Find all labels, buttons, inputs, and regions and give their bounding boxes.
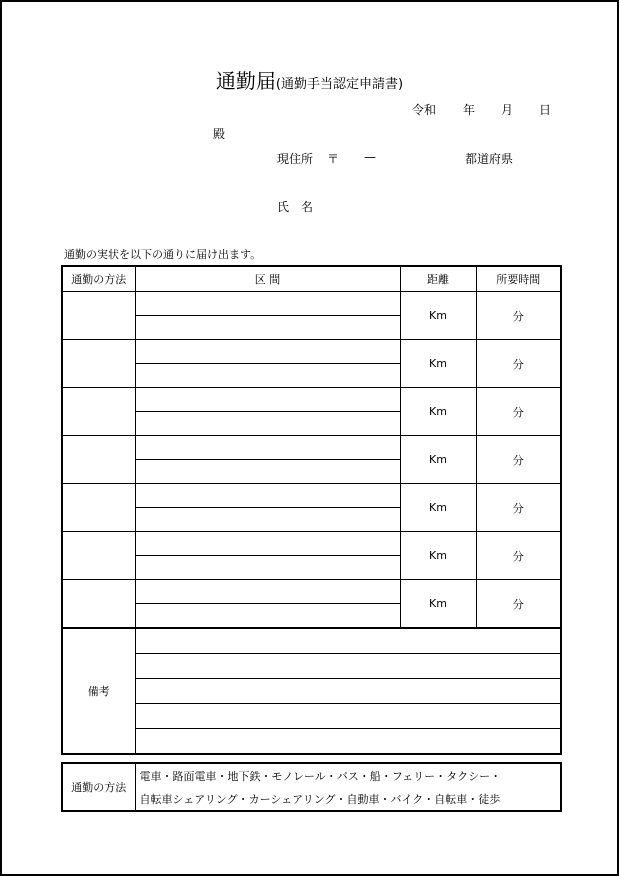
time-unit: 分 (512, 501, 524, 515)
date-month: 月 (501, 103, 514, 117)
method-cell[interactable] (62, 292, 135, 340)
distance-unit: Km (429, 549, 447, 562)
postal-mark: 〒 (327, 152, 340, 166)
intro-text: 通勤の実状を以下の通りに届け出ます。 (64, 248, 262, 261)
method-cell[interactable] (62, 532, 135, 580)
section-to-line[interactable] (136, 508, 400, 531)
distance-cell[interactable] (400, 532, 476, 580)
section-from-line[interactable] (136, 436, 400, 460)
header-method: 通勤の方法 (62, 266, 135, 292)
section-to-line[interactable] (136, 460, 400, 483)
header-distance: 距離 (400, 266, 476, 292)
time-cell[interactable] (476, 292, 561, 340)
prefecture-label: 都道府県 (465, 152, 514, 166)
remarks-line[interactable] (136, 679, 561, 704)
time-unit: 分 (512, 597, 524, 611)
table-row (62, 532, 561, 580)
header-time: 所要時間 (476, 266, 561, 292)
section-cell (135, 340, 400, 388)
time-cell[interactable] (476, 580, 561, 629)
method-cell[interactable] (62, 484, 135, 532)
section-from-line[interactable] (136, 580, 400, 604)
time-cell[interactable] (476, 532, 561, 580)
section-from-line[interactable] (136, 340, 400, 364)
legend-line-2: 自転車シェアリング・カーシェアリング・自動車・バイク・自転車・徒歩 (135, 787, 561, 811)
distance-cell[interactable] (400, 292, 476, 340)
table-row (62, 436, 561, 484)
distance-cell[interactable] (400, 484, 476, 532)
addressee-suffix: 殿 (213, 127, 226, 141)
section-cell (135, 436, 400, 484)
distance-unit: Km (429, 309, 447, 322)
table-row (62, 292, 561, 340)
commute-method-legend (61, 762, 562, 812)
table-row (62, 340, 561, 388)
time-unit: 分 (512, 357, 524, 371)
section-from-line[interactable] (136, 532, 400, 556)
section-to-line[interactable] (136, 412, 400, 435)
method-cell[interactable] (62, 388, 135, 436)
remarks-line[interactable] (136, 654, 561, 679)
header-section: 区 間 (135, 266, 400, 292)
time-cell[interactable] (476, 388, 561, 436)
commute-table (61, 265, 562, 755)
time-unit: 分 (512, 309, 524, 323)
postal-dash: — (364, 150, 376, 164)
distance-unit: Km (429, 405, 447, 418)
time-unit: 分 (512, 453, 524, 467)
section-to-line[interactable] (136, 364, 400, 387)
section-cell (135, 532, 400, 580)
distance-cell[interactable] (400, 388, 476, 436)
method-cell[interactable] (62, 340, 135, 388)
time-cell[interactable] (476, 484, 561, 532)
section-from-line[interactable] (136, 292, 400, 316)
distance-unit: Km (429, 357, 447, 370)
form-title (2, 65, 617, 94)
section-to-line[interactable] (136, 556, 400, 579)
time-unit: 分 (512, 549, 524, 563)
table-row (62, 388, 561, 436)
distance-cell[interactable] (400, 436, 476, 484)
distance-unit: Km (429, 597, 447, 610)
section-from-line[interactable] (136, 484, 400, 508)
table-row (62, 580, 561, 629)
name-label: 氏 名 (277, 200, 314, 214)
remarks-line[interactable] (136, 704, 561, 729)
title-sub: (通勤手当認定申請書) (275, 77, 404, 92)
date-day: 日 (539, 103, 552, 117)
section-cell (135, 580, 400, 629)
table-row (62, 484, 561, 532)
section-to-line[interactable] (136, 604, 400, 627)
section-cell (135, 292, 400, 340)
section-cell (135, 484, 400, 532)
date-era: 令和 (412, 103, 437, 117)
method-cell[interactable] (62, 436, 135, 484)
distance-cell[interactable] (400, 580, 476, 629)
remarks-line[interactable] (136, 729, 561, 753)
time-cell[interactable] (476, 340, 561, 388)
remarks-area (135, 628, 561, 754)
legend-line-1: 電車・路面電車・地下鉄・モノレール・バス・船・フェリー・タクシー・ (135, 763, 561, 787)
section-cell (135, 388, 400, 436)
time-cell[interactable] (476, 436, 561, 484)
section-to-line[interactable] (136, 316, 400, 339)
method-cell[interactable] (62, 580, 135, 629)
distance-cell[interactable] (400, 340, 476, 388)
section-from-line[interactable] (136, 388, 400, 412)
date-year: 年 (463, 103, 476, 117)
legend-label: 通勤の方法 (62, 763, 135, 811)
remarks-line[interactable] (136, 629, 561, 654)
title-main: 通勤届 (215, 69, 276, 93)
time-unit: 分 (512, 405, 524, 419)
remarks-row (62, 628, 561, 754)
address-label: 現住所 (277, 152, 314, 166)
distance-unit: Km (429, 453, 447, 466)
table-header-row (62, 266, 561, 292)
distance-unit: Km (429, 501, 447, 514)
remarks-label: 備考 (62, 628, 135, 754)
